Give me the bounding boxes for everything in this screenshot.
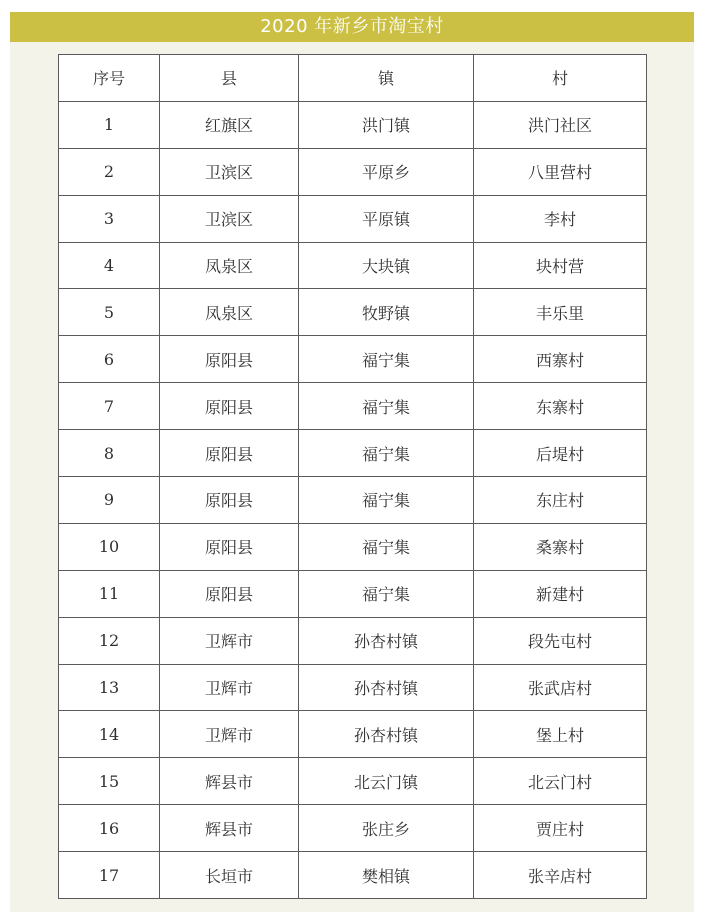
cell-town: 平原镇 — [299, 195, 474, 242]
cell-index: 3 — [59, 195, 160, 242]
village-table — [58, 54, 647, 899]
cell-county: 凤泉区 — [160, 289, 299, 336]
table-row — [59, 242, 647, 289]
cell-county: 长垣市 — [160, 852, 299, 899]
cell-index: 4 — [59, 242, 160, 289]
cell-county: 原阳县 — [160, 336, 299, 383]
cell-county: 辉县市 — [160, 758, 299, 805]
cell-town: 洪门镇 — [299, 101, 474, 148]
cell-village: 桑寨村 — [474, 523, 647, 570]
cell-index: 8 — [59, 430, 160, 477]
cell-index: 12 — [59, 617, 160, 664]
cell-index: 6 — [59, 336, 160, 383]
cell-index: 1 — [59, 101, 160, 148]
table-row — [59, 805, 647, 852]
table-row — [59, 523, 647, 570]
table-row — [59, 430, 647, 477]
cell-town: 福宁集 — [299, 430, 474, 477]
cell-county: 卫滨区 — [160, 195, 299, 242]
cell-village: 李村 — [474, 195, 647, 242]
cell-town: 大块镇 — [299, 242, 474, 289]
cell-village: 张武店村 — [474, 664, 647, 711]
table-row — [59, 711, 647, 758]
cell-county: 凤泉区 — [160, 242, 299, 289]
cell-town: 福宁集 — [299, 477, 474, 524]
cell-town: 福宁集 — [299, 336, 474, 383]
cell-village: 段先屯村 — [474, 617, 647, 664]
cell-county: 辉县市 — [160, 805, 299, 852]
table-row — [59, 101, 647, 148]
page-title: 2020 年新乡市淘宝村 — [10, 12, 694, 42]
table-body — [59, 101, 647, 898]
cell-index: 10 — [59, 523, 160, 570]
cell-county: 原阳县 — [160, 477, 299, 524]
table-row — [59, 195, 647, 242]
cell-index: 11 — [59, 570, 160, 617]
cell-village: 后堤村 — [474, 430, 647, 477]
cell-county: 卫辉市 — [160, 617, 299, 664]
cell-county: 卫滨区 — [160, 148, 299, 195]
cell-town: 福宁集 — [299, 523, 474, 570]
cell-town: 孙杏村镇 — [299, 664, 474, 711]
cell-village: 东寨村 — [474, 383, 647, 430]
cell-village: 东庄村 — [474, 477, 647, 524]
cell-county: 卫辉市 — [160, 664, 299, 711]
table-row — [59, 570, 647, 617]
cell-county: 卫辉市 — [160, 711, 299, 758]
cell-town: 北云门镇 — [299, 758, 474, 805]
table-header-row — [59, 55, 647, 102]
cell-village: 丰乐里 — [474, 289, 647, 336]
cell-index: 2 — [59, 148, 160, 195]
cell-index: 7 — [59, 383, 160, 430]
table-row — [59, 664, 647, 711]
table-row — [59, 617, 647, 664]
table-row — [59, 758, 647, 805]
table-row — [59, 383, 647, 430]
table-row — [59, 477, 647, 524]
cell-index: 13 — [59, 664, 160, 711]
cell-county: 原阳县 — [160, 383, 299, 430]
cell-index: 14 — [59, 711, 160, 758]
header-town: 镇 — [299, 55, 474, 102]
table-row — [59, 336, 647, 383]
cell-town: 张庄乡 — [299, 805, 474, 852]
cell-village: 新建村 — [474, 570, 647, 617]
cell-index: 16 — [59, 805, 160, 852]
cell-town: 牧野镇 — [299, 289, 474, 336]
table-row — [59, 289, 647, 336]
cell-county: 红旗区 — [160, 101, 299, 148]
cell-village: 块村营 — [474, 242, 647, 289]
cell-town: 福宁集 — [299, 383, 474, 430]
table-row — [59, 148, 647, 195]
cell-village: 张辛店村 — [474, 852, 647, 899]
header-village: 村 — [474, 55, 647, 102]
cell-town: 平原乡 — [299, 148, 474, 195]
cell-county: 原阳县 — [160, 430, 299, 477]
cell-village: 洪门社区 — [474, 101, 647, 148]
cell-town: 福宁集 — [299, 570, 474, 617]
header-index: 序号 — [59, 55, 160, 102]
cell-village: 西寨村 — [474, 336, 647, 383]
cell-village: 八里营村 — [474, 148, 647, 195]
cell-index: 17 — [59, 852, 160, 899]
cell-index: 9 — [59, 477, 160, 524]
cell-index: 5 — [59, 289, 160, 336]
cell-index: 15 — [59, 758, 160, 805]
cell-village: 堡上村 — [474, 711, 647, 758]
cell-town: 孙杏村镇 — [299, 617, 474, 664]
header-county: 县 — [160, 55, 299, 102]
table-row — [59, 852, 647, 899]
cell-village: 贾庄村 — [474, 805, 647, 852]
cell-county: 原阳县 — [160, 570, 299, 617]
cell-town: 孙杏村镇 — [299, 711, 474, 758]
cell-town: 樊相镇 — [299, 852, 474, 899]
cell-village: 北云门村 — [474, 758, 647, 805]
cell-county: 原阳县 — [160, 523, 299, 570]
